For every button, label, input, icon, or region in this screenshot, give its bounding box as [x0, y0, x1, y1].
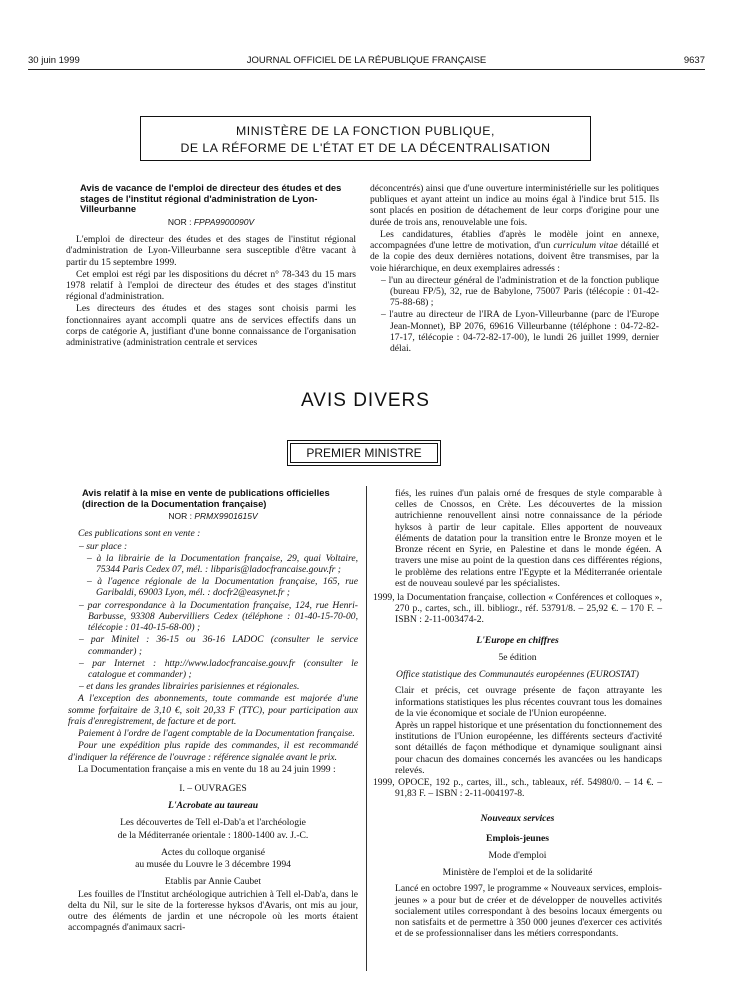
caubet-line: Etablis par Annie Caubet — [164, 876, 262, 888]
vente-left-column — [68, 488, 358, 934]
europe-paragraph: Après un rappel historique et une présentation du fonctionnement des institutions de l'Union européenne, les différents secteurs d'activité sont détaillés de façon méthodique et dynamique soulignant ainsi pour chacun des domaines concernés les avancées ou les handicaps relevés. — [395, 719, 662, 776]
ouvrages-heading: I. – OUVRAGES — [179, 782, 247, 794]
europe-publisher: Office statistique des Communautés européennes (EUROSTAT) — [396, 669, 639, 681]
ministere-emploi-line: Ministère de l'emploi et de la solidarité — [442, 867, 593, 879]
mode-emploi-subtitle: Mode d'emploi — [488, 849, 547, 861]
header-rule — [28, 69, 705, 70]
vacance-paragraph: L'emploi de directeur des études et des stages de l'institut régional d'administration de Lyon-Villeurbanne sera susceptible d'être vacant à partir du 15 septembre 1999. — [66, 234, 356, 268]
vente-list-item: – et dans les grandes librairies parisiennes et régionales. — [79, 681, 300, 693]
vacance-right-column — [370, 183, 659, 355]
vacance-title: Avis de vacance de l'emploi de directeur des études et des stages de l'institut régional d'administration de Lyon-Villeurbanne — [80, 182, 342, 215]
vente-title: Avis relatif à la mise en vente de publications officielles (direction de la Documentation française) — [82, 487, 330, 509]
vente-list-item: – par correspondance à la Documentation française, 124, rue Henri-Barbusse, 93308 Aubervilliers Cedex (téléphone : 01-40-15-70-00, télécopie : 01-40-15-68-00) ; — [79, 599, 358, 634]
premier-ministre-box — [287, 440, 441, 466]
vente-note: Pour une expédition plus rapide des commandes, il est recommandé d'indiquer la référence de l'ouvrage : référence signalée avant le prix. — [68, 740, 358, 763]
europe-paragraph: Clair et précis, cet ouvrage présente de façon attrayante les informations statistiques les plus récentes couvrant tous les domaines de la vie économique et sociale de l'Union européenne. — [395, 685, 662, 719]
header-journal-title: JOURNAL OFFICIEL DE LA RÉPUBLIQUE FRANÇAISE — [246, 55, 487, 66]
emplois-jeunes-title: Emplois-jeunes — [486, 832, 549, 844]
vacance-candidatures: Les candidatures, établies d'après le modèle joint en annexe, accompagnées d'une lettre de motivation, d'un curriculum vitae détaillé et de la copie des deux dernières notations, doivent être transmises, par la voie hiérarchique, en deux exemplaires adressés : — [370, 228, 659, 274]
emplois-jeunes-paragraph: Lancé en octobre 1997, le programme « Nouveaux services, emplois-jeunes » a pour but de créer et de développer de nouvelles activités socialement utiles correspondant à des besoins locaux émergents ou non satisfaits et de permettre à 350 000 jeunes d'exercer ces activités et de se professionnaliser dans les métiers correspondants. — [395, 883, 662, 940]
vente-list-item: – à la librairie de la Documentation française, 29, quai Voltaire, 75344 Paris Cedex 07, mél. : libparis@ladocfrancaise.gouv.fr ; — [87, 552, 358, 576]
ministry-line-2: DE LA RÉFORME DE L'ÉTAT ET DE LA DÉCENTRALISATION — [180, 140, 551, 155]
header-page-number: 9637 — [683, 55, 705, 66]
acrobate-subtitle: Les découvertes de Tell el-Dab'a et l'archéologie — [120, 817, 306, 829]
column-divider — [366, 486, 367, 971]
vente-list-item: – à l'agence régionale de la Documentation française, 165, rue Garibaldi, 69003 Lyon, mél. : docfr2@easynet.fr ; — [87, 576, 358, 599]
nouveaux-services-heading: Nouveaux services — [480, 813, 555, 825]
vente-note: A l'exception des abonnements, toute commande est majorée d'une somme forfaitaire de 3,10 €, soit 20,33 F (TTC), pour participation aux frais d'enregistrement, de facture et de port. — [68, 693, 358, 727]
page-header — [28, 55, 705, 69]
section-heading: AVIS DIVERS — [301, 390, 430, 411]
acrobate-title: L'Acrobate au taureau — [167, 800, 259, 812]
vente-intro: Ces publications sont en vente : — [78, 528, 201, 540]
colloque-line: Actes du colloque organisé — [161, 846, 265, 858]
reference-line: 1999, la Documentation française, collection « Conférences et colloques », 270 p., cartes, sch., ill. bibliogr., réf. 53791/8. – 25,92 €. – 170 F. – ISBN : 2-11-003474-2. — [373, 591, 662, 626]
header-date: 30 juin 1999 — [28, 55, 80, 66]
colloque-line: au musée du Louvre le 3 décembre 1994 — [135, 859, 291, 871]
vente-list-item: – par Internet : http://www.ladocfrancaise.gouv.fr (consulter le catalogue et commander) ; — [79, 657, 358, 680]
vacance-paragraph: Les directeurs des études et des stages sont choisis parmi les fonctionnaires ayant accompli quatre ans de services effectifs dans un corps de catégorie A, justifiant d'une bonne connaissance de l'organisation administrative (administration centrale et services — [66, 303, 356, 349]
ministry-box — [140, 116, 591, 161]
vacance-paragraph: déconcentrés) ainsi que d'une ouverture interministérielle sur les politiques publiques et ayant atteint un indice au moins égal à l'indice brut 515. Ils sont placés en position de détachement de leur corps d'origine pour une durée de trois ans, renouvelable une fois. — [370, 183, 659, 228]
vente-list-item: – sur place : — [79, 540, 128, 552]
vente-note: Paiement à l'ordre de l'agent comptable de la Documentation française. — [78, 728, 355, 740]
vacance-paragraph: Cet emploi est régi par les dispositions du décret n° 78-343 du 15 mars 1978 relatif à l'emploi de directeur des études et des stages d'institut régional d'administration. — [66, 268, 356, 303]
vente-right-column — [373, 488, 662, 940]
europe-title: L'Europe en chiffres — [476, 634, 559, 646]
europe-edition: 5e édition — [498, 651, 537, 663]
vente-paragraph: La Documentation française a mis en vente du 18 au 24 juin 1999 : — [78, 763, 336, 775]
vacance-nor: NOR : FPPA9900090V — [167, 217, 255, 228]
vacance-left-column — [66, 183, 356, 349]
vacance-address-item: – l'un au directeur général de l'administration et de la fonction publique (bureau FP/5), 32, rue de Babylone, 75007 Paris (télécopie : 01-42-75-88-68) ; — [381, 274, 659, 309]
vente-nor: NOR : PRMX9901615V — [168, 511, 258, 522]
acrobate-subtitle: de la Méditerranée orientale : 1800-1400 av. J.-C. — [117, 829, 309, 841]
reference-line: 1999, OPOCE, 192 p., cartes, ill., sch., tableaux, réf. 54980/0. – 14 €. – 91,83 F. – ISBN : 2-11-004197-8. — [373, 777, 662, 800]
premier-ministre-label: PREMIER MINISTRE — [290, 443, 438, 463]
ministry-line-1: MINISTÈRE DE LA FONCTION PUBLIQUE, — [236, 124, 495, 138]
fouilles-paragraph: Les fouilles de l'Institut archéologique autrichien à Tell el-Dab'a, dans le delta du Nil, sur le site de la forteresse hyksos d'Avaris, ont mis au jour, outre des éléments de jardin et une nécropole où les morts étaient accompagnés d'animaux sacri- — [68, 888, 358, 934]
fouilles-continuation: fiés, les ruines d'un palais orné de fresques de style comparable à celles de Cnossos, en Crète. Les découvertes de la mission autrichienne renouvellent ainsi notre connaissance de la période hyksos à partir de leur capitale. Elles apportent de nouveaux éléments de datation pour la transition entre le Bronze moyen et le Bronze récent en Syrie, en Palestine et dans le monde égéen. A travers une mise au point de la question dans ces différentes régions, le problème des relations entre l'Egypte et la Méditerranée orientale est de nouveau soulevé par les spécialistes. — [395, 488, 662, 589]
vacance-address-item: – l'autre au directeur de l'IRA de Lyon-Villeurbanne (parc de l'Europe Jean-Monnet), BP 2076, 69616 Villeurbanne (téléphone : 04-72-82-17-17, télécopie : 04-72-82-17-00), le lundi 26 juillet 1999, dernier délai. — [381, 309, 659, 355]
vente-list-item: – par Minitel : 36-15 ou 36-16 LADOC (consulter le service commander) ; — [79, 634, 358, 657]
